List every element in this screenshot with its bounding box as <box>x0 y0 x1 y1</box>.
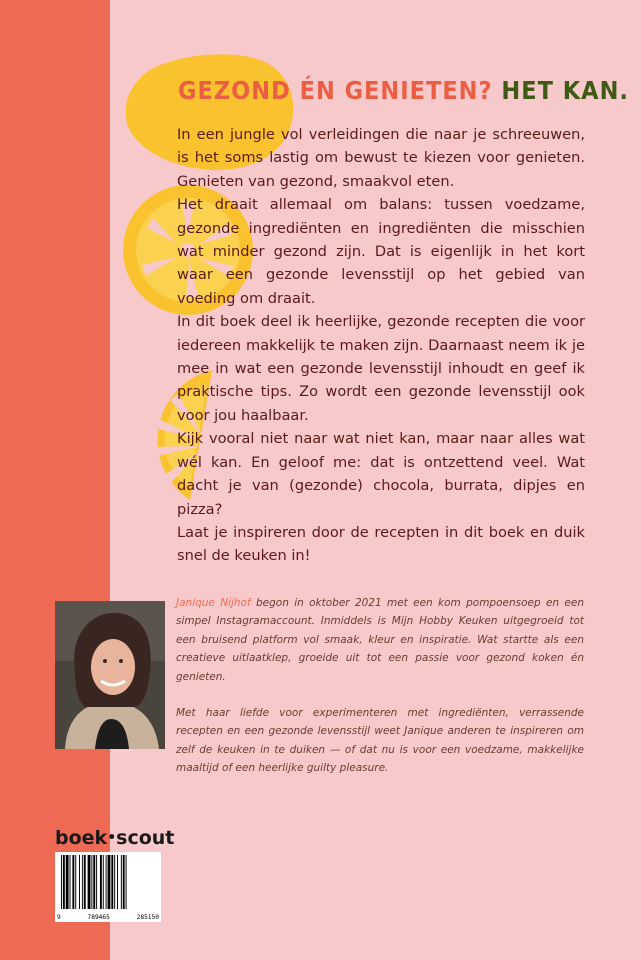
bio-paragraph-1 <box>176 594 584 686</box>
headline-part1: GEZOND ÉN GENIETEN? <box>178 76 493 105</box>
headline <box>178 76 629 105</box>
publisher-logo <box>55 827 174 849</box>
barcode-digit-group: 9 <box>57 914 61 921</box>
author-name: Janique Nijhof <box>176 597 251 609</box>
author-bio <box>176 594 584 796</box>
blurb <box>177 123 585 568</box>
barcode-digits <box>55 914 161 921</box>
blurb-paragraph: Laat je inspireren door de recepten in dit boek en duik snel de keuken in! <box>177 523 585 565</box>
isbn-barcode <box>55 852 161 922</box>
blurb-paragraph: Het draait allemaal om balans: tussen voedzame, gezonde ingrediënten en ingrediënten die misschien wat minder gezond zijn. Dat is eigenlijk in het kort waar een gezonde levensstijl op het gebied van voeding om draait. <box>177 196 585 307</box>
headline-part2: HET KAN. <box>501 76 629 105</box>
blurb-paragraph: Kijk vooral niet naar wat niet kan, maar naar alles wat wél kan. En geloof me: dat is ontzettend veel. Wat dacht je van (gezonde) chocola, burrata, dipjes en pizza? <box>177 430 585 518</box>
publisher-logo-part1: boek <box>55 827 108 849</box>
publisher-logo-part2: scout <box>116 827 175 849</box>
bio-paragraph-2: Met haar liefde voor experimenteren met ingrediënten, verrassende recepten en een gezonde levensstijl weet Janique anderen te inspireren om zelf de keuken in te duiken — of dat nu is voor een voedzame, makkelijke maaltijd of een heerlijke guilty pleasure. <box>176 707 584 775</box>
blurb-paragraph: In dit boek deel ik heerlijke, gezonde recepten die voor iedereen makkelijk te maken zijn. Daarnaast neem ik je mee in wat een gezonde levensstijl inhoudt en geef ik praktische tips. Zo wordt een gezonde levensstijl ook voor jou haalbaar. <box>177 313 585 424</box>
barcode-bars-icon <box>55 852 161 914</box>
blurb-paragraph: In een jungle vol verleidingen die naar je schreeuwen, is het soms lastig om bewust te kiezen voor genieten. Genieten van gezond, smaakvol eten. <box>177 126 585 190</box>
barcode-digit-group: 789465 <box>87 914 110 921</box>
publisher-logo-dot: • <box>107 830 117 846</box>
barcode-digit-group: 285150 <box>136 914 159 921</box>
bio-paragraph-1-text: begon in oktober 2021 met een kom pompoensoep en een simpel Instagramaccount. Inmiddels is Mijn Hobby Keuken uitgegroeid tot een bruisend platform vol smaak, kleur en inspiratie. Wat startte als een creatieve uitlaatklep, groeide uit tot een passie voor gezond koken én genieten. <box>176 597 585 683</box>
author-photo <box>55 601 165 749</box>
